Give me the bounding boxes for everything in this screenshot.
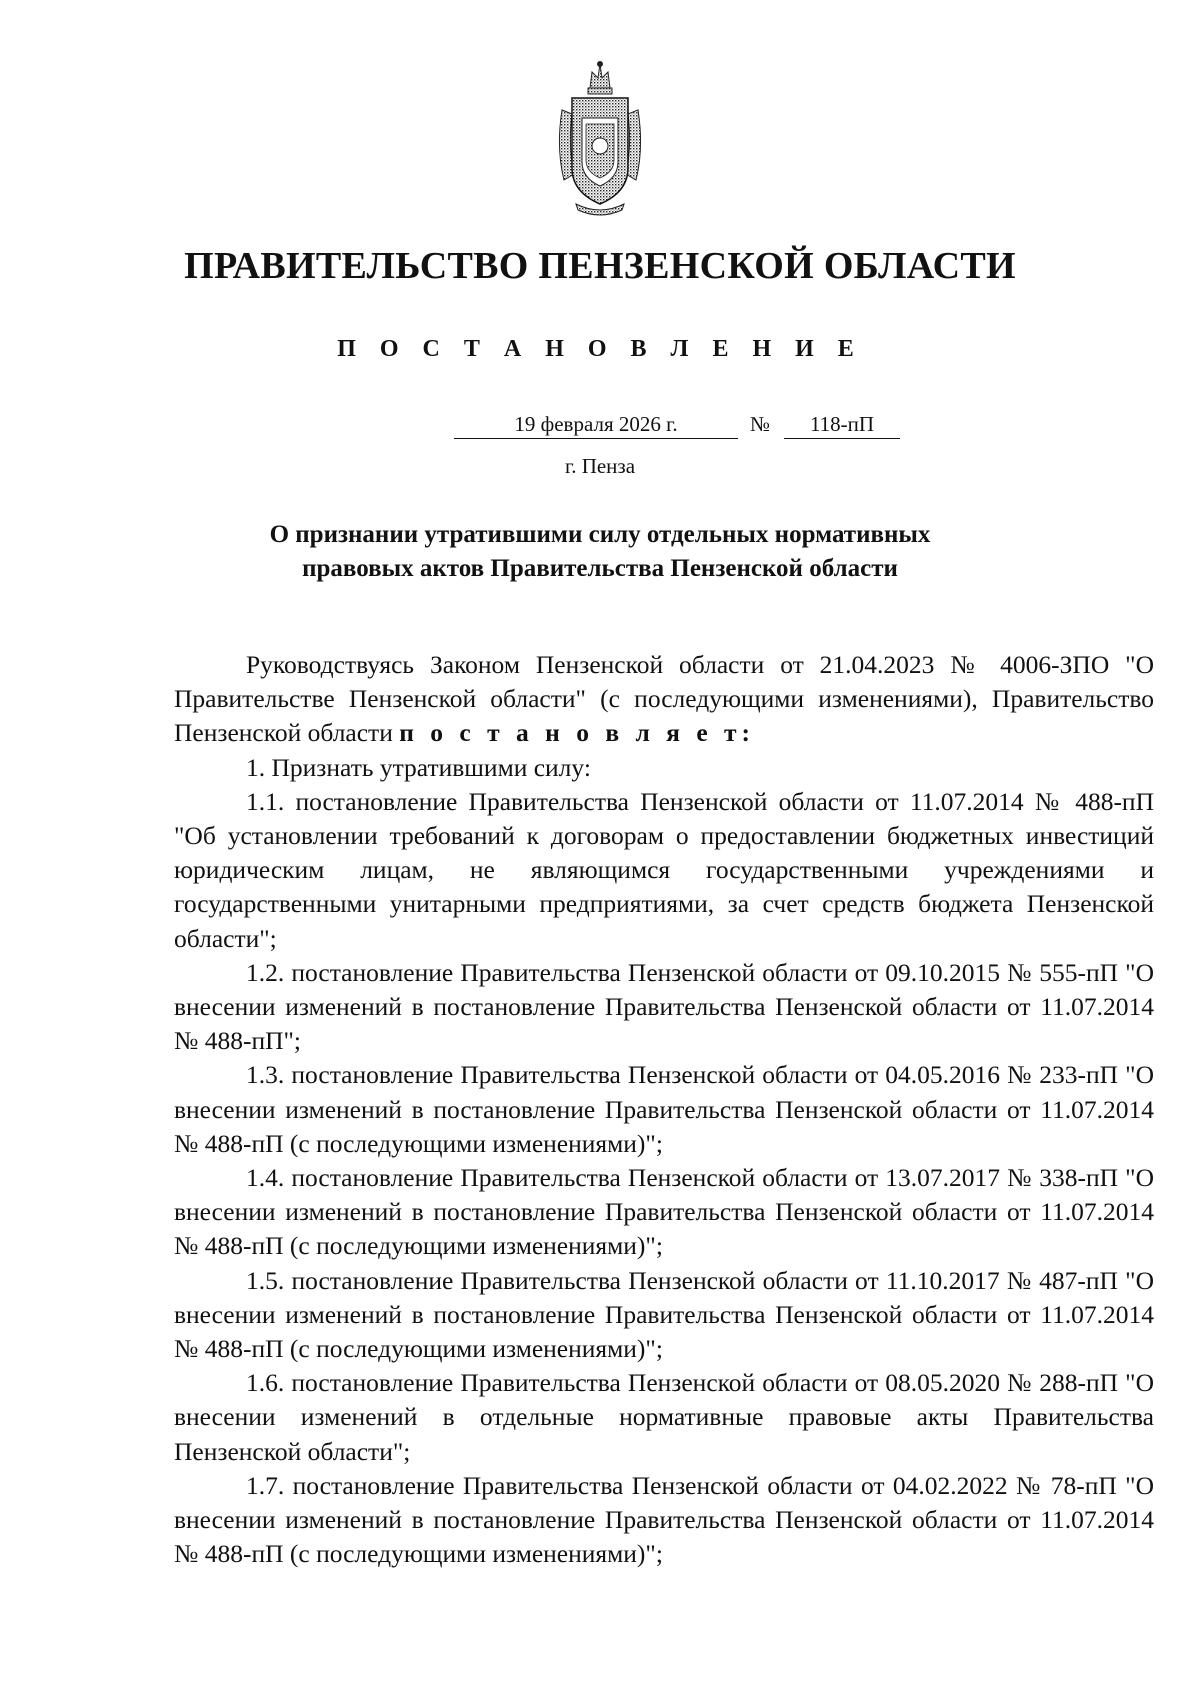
document-body: [174, 648, 1154, 1571]
city: г. Пенза: [564, 454, 636, 478]
subitem-1-1: 1.1. постановление Правительства Пензенской области от 11.07.2014 № 488-пП "Об установлении требований к договорам о предоставлении бюджетных инвестиций юридическим лицам, не являющимся государственными учреждениями и государственными унитарными предприятиями, за счет средств бюджета Пензенской области";: [174, 786, 1154, 953]
preamble-paragraph: [174, 648, 1154, 751]
subitem-1-6: 1.6. постановление Правительства Пензенской области от 08.05.2020 № 288-пП "О внесении изменений в отдельные нормативные правовые акты Правительства Пензенской области";: [174, 1368, 1154, 1466]
decides-word: п о с т а н о в л я е т:: [399, 718, 756, 748]
coat-of-arms-icon: [552, 58, 648, 218]
subitem-1-4: 1.4. постановление Правительства Пензенской области от 13.07.2017 № 338-пП "О внесении изменений в постановление Правительства Пензенской области от 11.07.2014 № 488-пП (с последующими изменениями)";: [174, 1163, 1154, 1261]
subitem-1-3: 1.3. постановление Правительства Пензенской области от 04.05.2016 № 233-пП "О внесении изменений в постановление Правительства Пензенской области от 11.07.2014 № 488-пП (с последующими изменениями)";: [174, 1060, 1154, 1158]
document-subject: [200, 518, 1000, 586]
subitem-1-5: 1.5. постановление Правительства Пензенской области от 11.10.2017 № 487-пП "О внесении изменений в постановление Правительства Пензенской области от 11.07.2014 № 488-пП (с последующими изменениями)";: [174, 1265, 1154, 1364]
government-title: ПРАВИТЕЛЬСТВО ПЕНЗЕНСКОЙ ОБЛАСТИ: [184, 245, 1016, 287]
number-sign: №: [750, 412, 771, 436]
subitem-1-2: 1.2. постановление Правительства Пензенской области от 09.10.2015 № 555-пП "О внесении изменений в постановление Правительства Пензенской области от 11.07.2014 № 488-пП";: [174, 957, 1154, 1056]
document-type: П О С Т А Н О В Л Е Н И Е: [337, 336, 863, 362]
subitem-1-7: 1.7. постановление Правительства Пензенской области от 04.02.2022 № 78-пП "О внесении изменений в постановление Правительства Пензенской области от 11.07.2014 № 488-пП (с последующими изменениями)";: [174, 1470, 1154, 1569]
date-number-row: [0, 412, 1200, 442]
document-number: 118-пП: [784, 412, 900, 439]
document-date: 19 февраля 2026 г.: [454, 412, 738, 439]
subject-line-1: О признании утратившими силу отдельных нормативных: [269, 521, 931, 548]
subject-line-2: правовых актов Правительства Пензенской области: [302, 555, 898, 582]
preamble-text: Руководствуясь Законом Пензенской области от 21.04.2023 № 4006-ЗПО "О Правительстве Пензенской области" (с последующими изменениями), Правительство Пензенской области: [174, 650, 1154, 748]
item-1: 1. Признать утратившими силу:: [246, 752, 591, 782]
